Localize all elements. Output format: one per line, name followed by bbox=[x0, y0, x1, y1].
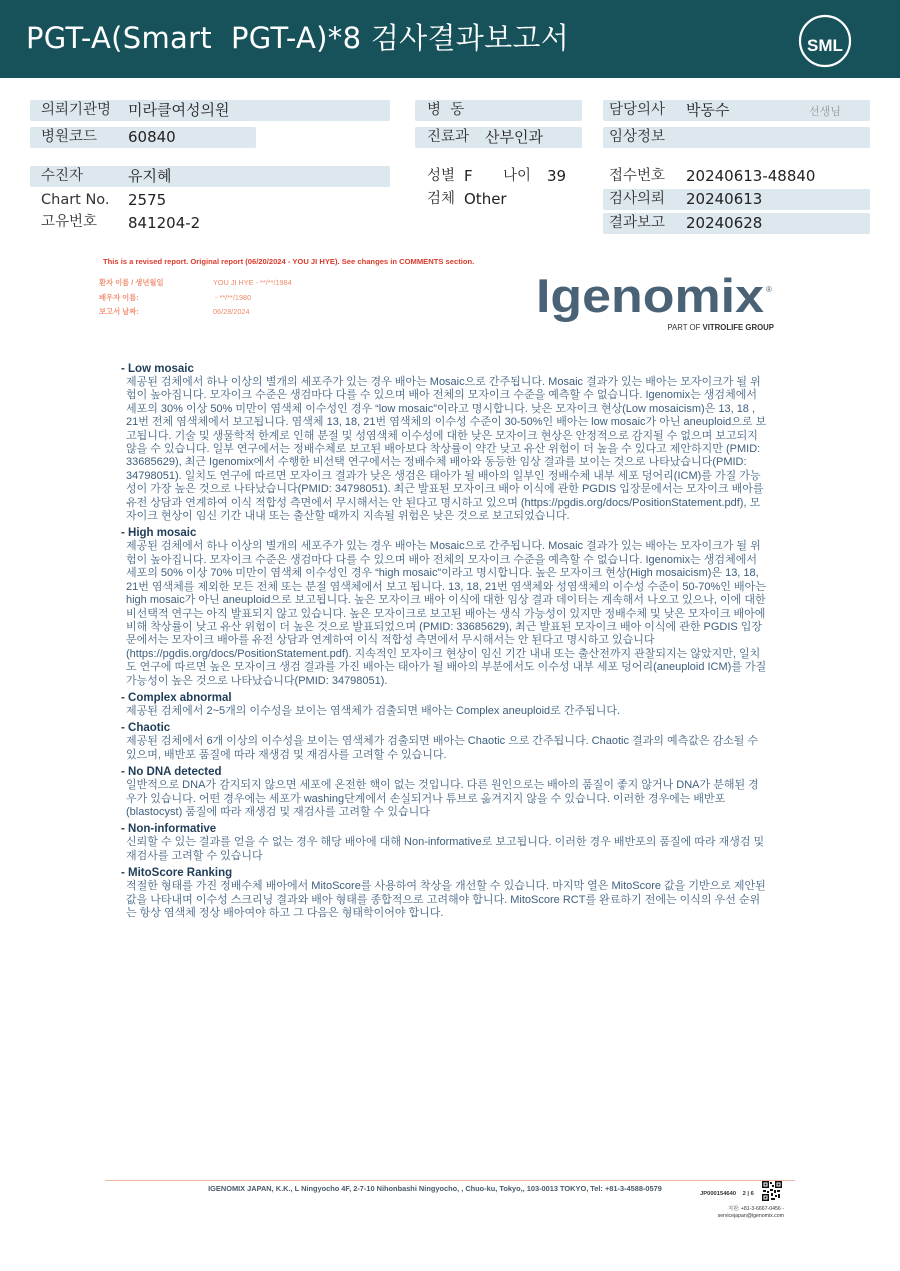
contact-phone: 지원: +81-3-6667-0456 - bbox=[727, 1206, 784, 1212]
partner-name-label: 배우자 이름: bbox=[99, 293, 139, 302]
report-label: 결과보고 bbox=[609, 215, 666, 231]
section-chaotic bbox=[121, 721, 769, 762]
section-body: 제공된 검체에서 2~5개의 이수성을 보이는 염색체가 검출되면 배아는 Complex aneuploid로 간주됩니다. bbox=[126, 704, 621, 717]
receipt-label: 접수번호 bbox=[609, 168, 666, 184]
qr-code-icon bbox=[762, 1181, 782, 1201]
section-title: - Complex abnormal bbox=[121, 691, 232, 704]
section-body: 신뢰할 수 있는 결과를 얻을 수 없는 경우 해당 배아에 대해 Non-informative로 보고됩니다. 이러한 경우 배반포의 품질에 따라 재생검 및 재검사를 고려할 수 있습니다 bbox=[126, 836, 765, 862]
section-body: 제공된 검체에서 6개 이상의 이수성을 보이는 염색체가 검출되면 배아는 Chaotic 으로 간주됩니다. Chaotic 결과의 예측값은 감소될 수 있으며, 배반포 품질에 따라 재생검 및 재검사를 고려할 수 있습니다. bbox=[126, 735, 759, 761]
footer-divider bbox=[105, 1180, 795, 1181]
section-mitoscore bbox=[121, 866, 769, 920]
section-complex-abnormal bbox=[121, 691, 769, 718]
hospital-code-value: 60840 bbox=[128, 128, 176, 146]
doctor-label: 담당의사 bbox=[609, 102, 666, 118]
chart-label: Chart No. bbox=[41, 192, 110, 208]
hospital-label: 의뢰기관명 bbox=[41, 102, 112, 118]
footer-contact bbox=[700, 1206, 784, 1220]
hospital-code-label: 병원코드 bbox=[41, 129, 98, 145]
tagline-prefix: PART OF bbox=[667, 323, 703, 332]
revised-notice: This is a revised report. Original report (06/20/2024 - YOU JI HYE). See changes in COMMENTS section. bbox=[103, 257, 475, 266]
patient-name-value: YOU JI HYE - **/**/1984 bbox=[213, 278, 292, 287]
doctor-value: 박동수 bbox=[686, 101, 730, 119]
report-value: 20240628 bbox=[686, 214, 763, 232]
patient-label: 수진자 bbox=[41, 168, 84, 184]
contact-email: servicejapan@igenomix.com bbox=[717, 1213, 784, 1219]
doc-code: JP000154640 bbox=[700, 1191, 737, 1197]
patient-value: 유지혜 bbox=[128, 167, 172, 185]
section-title: - Low mosaic bbox=[121, 363, 194, 375]
sex-value: F bbox=[464, 167, 473, 185]
section-body: 일반적으로 DNA가 감지되지 않으면 세포에 온전한 핵이 없는 것입니다. 다른 원인으로는 배아의 품질이 좋지 않거나 DNA가 분해된 경우가 있습니다. 어떤 경우에는 세포가 washing단계에서 손실되거나 튜브로 옮겨지지 않을 수 있습니다. 이러한 경우에는 배반포 (blastocyst) 품질에 따라 재생검 및 재검사를 고려할 수 있습니다 bbox=[126, 779, 759, 818]
hospital-value: 미라클여성의원 bbox=[128, 101, 230, 119]
svg-text:®: ® bbox=[766, 285, 772, 294]
section-title: - High mosaic bbox=[121, 527, 197, 540]
section-body: 제공된 검체에서 하나 이상의 별개의 세포주가 있는 경우 배아는 Mosaic으로 간주됩니다. Mosaic 결과가 있는 배아는 모자이크가 될 위험이 높아집니다. 모자이크 수준은 생검마다 다를 수 있으며 배아 전체의 모자이크 수준을 예측할 수 없습니다. Igenomix는 생검체에서 세포의 30% 이상 50% 미만이 염색체 이수성인 경우 “low mosaic”이라고 명시합니다. 낮은 모자이크 현상(Low mosaicism)은 13, 18 , 21번 전체 염색체에서 보고됩니다. 염색체 13, 18, 21번 염색체의 이수성 수준이 30-50%인 배아는 low mosaic가 아닌 aneuploid으로 보고됩니다. 기술 및 생물학적 한계로 인해 분절 및 성염색체 이수성에 대한 낮은 모자이크 현상은 안정적으로 감지될 수 없으며 보고되지 않을 수 있습니다. 일부 연구에서는 정배수체로 보고된 배아보다 착상률이 약간 낮고 유산 위험이 더 높을 수 있다고 제안하지만 (PMID: 33685629), 최근 Igenomix에서 수행한 비선택 연구에서는 정배수체 배아와 동등한 임상 결과를 보이는 것으로 나타났습니다(PMID: 34798051). 일치도 연구에 따르면 모자이크 결과가 낮은 생검은 태아가 될 배아의 일부인 정배수체 내부 세포 덩어리(ICM)를 가질 가능성이 가장 높은 것으로 나타났습니다(PMID: 34798051). 최근 발표된 모자이크 배아 이식에 관한 PGDIS 입장문에서는 모자이크 배아를 유전 상담과 연계하여 이식 적합성 측면에서 무시해서는 안 된다고 명시하고 있으며 (https://pgdis.org/docs/PositionStatement.pdf), 모자이크 현상이 임신 기간 내내 또는 출산할 때까지 지속될 위험은 낮은 것으로 보고되었습니다. bbox=[126, 376, 767, 523]
report-header bbox=[0, 0, 900, 78]
section-body: 제공된 검체에서 하나 이상의 별개의 세포주가 있는 경우 배아는 Mosaic으로 간주됩니다. Mosaic 결과가 있는 배아는 모자이크가 될 위험이 높아집니다. 모자이크 수준은 생검마다 다를 수 있으며 배아 전체의 모자이크 수준을 예측할 수 없습니다. Igenomix는 생검체에서 세포의 50% 이상 70% 미만이 염색체 이수성인 경우 “high mosaic”이라고 명시합니다. 높은 모자이크 현상(High mosaicism)은 13, 18, 21번 염색체를 제외한 모든 전체 또는 분절 염색체에서 보고 됩니다. 13, 18, 21번 염색체와 성염색체의 이수성 수준이 50-70%인 배아는 high mosaic가 아닌 aneuploid으로 보고됩니다. 높은 모자이크 배아 이식에 대한 임상 결과 데이터는 계속해서 나오고 있으나, 이에 대한 비선택적 연구는 아직 발표되지 않고 있습니다. 높은 모자이크로 보고된 배아는 생식 가능성이 있지만 정배수체 및 낮은 모자이크 배아에 비해 착상률이 낮고 유산 위험이 더 높은 것으로 발표되었으며 (PMID: 33685629), 최근 발표된 모자이크 배아 이식에 관한 PGDIS 입장문에서는 모자이크 배아를 유전 상담과 연계하여 이식 적합성 측면에서 무시해서는 안 된다고 명시하고 있습니다 (https://pgdis.org/docs/PositionStatement.pdf). 지속적인 모자이크 현상이 임신 기간 내내 또는 출산전까지 관찰되지는 않았지만, 일치도 연구에 따르면 높은 모자이크 생검 결과를 가진 배아는 태아가 될 배아의 부분에서도 이수성 내부 세포 덩어리(aneuploid ICM)를 가질 가능성이 높은 것으로 나타났습니다(PMID: 34798051). bbox=[126, 540, 767, 687]
request-value: 20240613 bbox=[686, 190, 763, 208]
report-title: PGT-A(Smart PGT-A)*8 검사결과보고서 bbox=[26, 21, 570, 55]
clinical-label: 임상정보 bbox=[609, 129, 666, 145]
ward-label: 병 동 bbox=[427, 102, 465, 118]
chart-value: 2575 bbox=[128, 191, 167, 209]
comments-section bbox=[121, 360, 769, 923]
section-body: 적절한 형태를 가진 정배수체 배아에서 MitoScore를 사용하여 착상을 개선할 수 있습니다. 마지막 열은 MitoScore 값을 기반으로 제안된 값을 나타내며 이수성 스크리닝 결과와 배아 형태를 종합적으로 고려해야 합니다. MitoScore RCT를 완료하기 전에는 이식의 우선 순위는 항상 염색체 정상 배아여야 하고 그 다음은 형태학이어야 합니다. bbox=[126, 880, 766, 919]
partner-name-value: - **/**/1980 bbox=[213, 293, 252, 302]
report-date-value: 06/28/2024 bbox=[213, 307, 250, 316]
request-label: 검사의뢰 bbox=[609, 191, 666, 207]
section-title: - No DNA detected bbox=[121, 766, 222, 779]
specimen-label: 검체 bbox=[427, 191, 456, 207]
specimen-value: Other bbox=[464, 190, 507, 208]
igenomix-logo-text: Igenomix bbox=[536, 270, 764, 322]
page-number: 2 | 6 bbox=[742, 1191, 754, 1197]
department-value: 산부인과 bbox=[485, 128, 543, 146]
report-date-label: 보고서 날짜: bbox=[99, 307, 139, 316]
doctor-suffix: 선생님 bbox=[809, 105, 841, 118]
sex-label: 성별 bbox=[427, 168, 456, 184]
age-value: 39 bbox=[547, 167, 567, 185]
section-non-informative bbox=[121, 822, 769, 863]
section-title: - Non-informative bbox=[121, 823, 217, 836]
age-label: 나이 bbox=[503, 168, 532, 184]
section-high-mosaic bbox=[121, 526, 769, 687]
section-title: - MitoScore Ranking bbox=[121, 867, 233, 880]
tagline-brand: VITROLIFE GROUP bbox=[702, 323, 774, 332]
igenomix-logo bbox=[536, 270, 781, 334]
section-title: - Chaotic bbox=[121, 722, 171, 735]
section-low-mosaic bbox=[121, 362, 769, 523]
sml-logo bbox=[796, 12, 854, 70]
igenomix-tagline bbox=[667, 323, 774, 332]
sml-logo-text: SML bbox=[807, 36, 843, 55]
department-label: 진료과 bbox=[427, 129, 470, 145]
unique-value: 841204-2 bbox=[128, 214, 201, 232]
patient-bar bbox=[30, 166, 390, 187]
footer-address: IGENOMIX JAPAN, K.K., L Ningyocho 4F, 2-7-10 Nihonbashi Ningyocho, , Chuo-ku, Tokyo,, 103-0013 TOKYO, Tel: +81-3-4588-0579 bbox=[208, 1184, 662, 1193]
footer-doc-code bbox=[700, 1191, 754, 1197]
unique-label: 고유번호 bbox=[41, 214, 98, 230]
section-no-dna bbox=[121, 765, 769, 819]
receipt-value: 20240613-48840 bbox=[686, 167, 816, 185]
patient-name-label: 환자 이름 / 생년월일 bbox=[99, 278, 164, 287]
